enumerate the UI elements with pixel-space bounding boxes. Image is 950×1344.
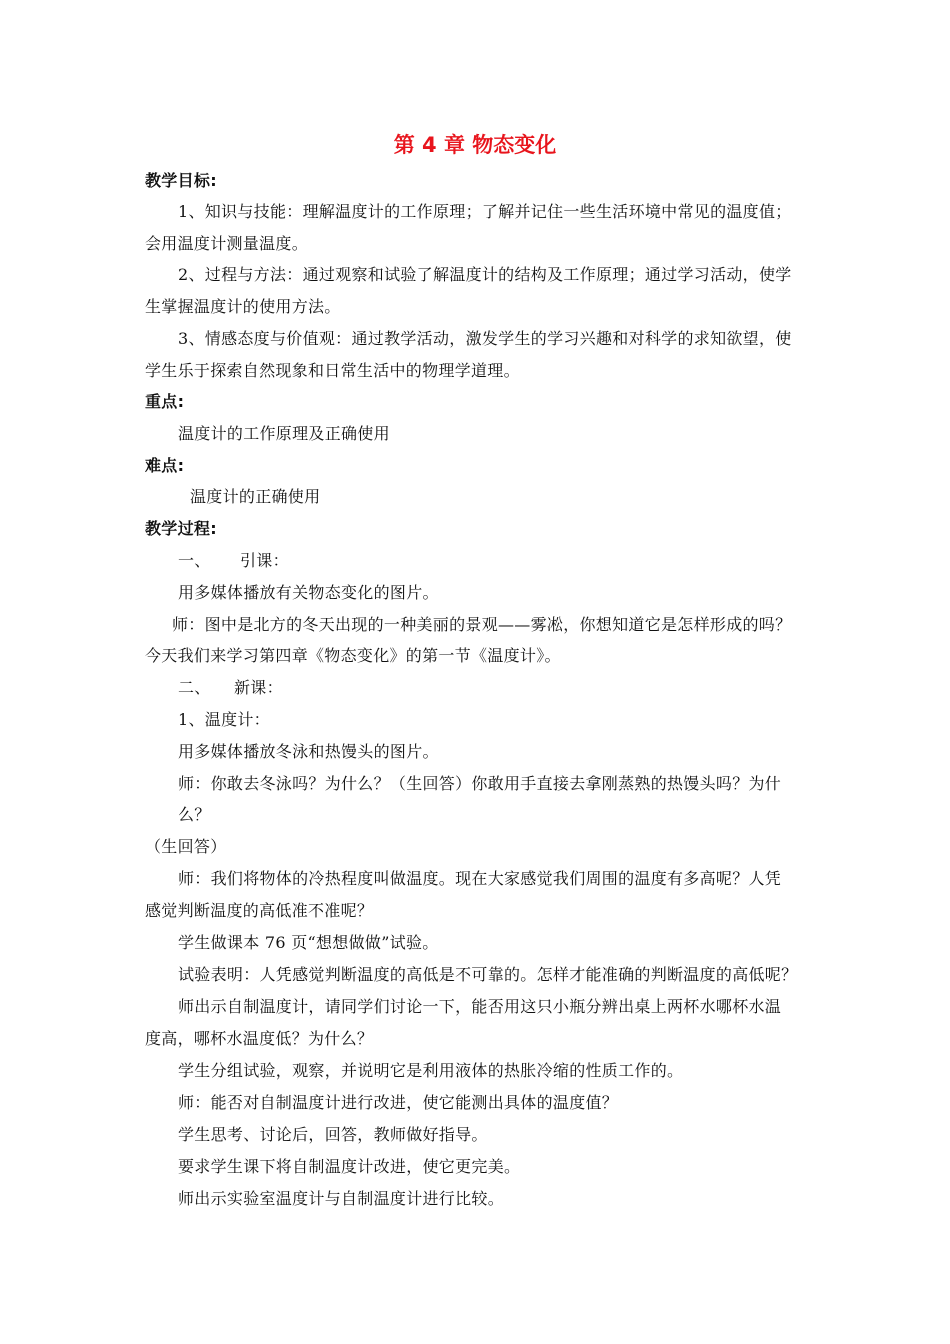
heading-teaching-process: 教学过程: [145,519,217,538]
section-2-heading [178,677,283,699]
paragraph-7-line-1: 师：我们将物体的冷热程度叫做温度。现在大家感觉我们周围的温度有多高呢？人凭 [178,869,782,888]
paragraph-9: 试验表明：人凭感觉判断温度的高低是不可靠的。怎样才能准确的判断温度的高低呢？ [178,965,798,984]
paragraph-8: 学生做课本 76 页“想想做做”试验。 [178,933,439,952]
goal-2-line-1: 2、过程与方法：通过观察和试验了解温度计的结构及工作原理；通过学习活动，使学 [178,265,792,284]
heading-difficult-point: 难点: [145,456,185,475]
paragraph-13: 学生思考、讨论后，回答，教师做好指导。 [178,1125,488,1144]
heading-teaching-goals: 教学目标: [145,171,217,190]
paragraph-5-line-1: 师：你敢去冬泳吗？为什么？（生回答）你敢用手直接去拿刚蒸熟的热馒头吗？为什 [178,774,782,793]
heading-key-point: 重点: [145,392,185,411]
paragraph-6: （生回答） [145,837,227,856]
paragraph-2-line-1: 师：图中是北方的冬天出现的一种美丽的景观——雾凇，你想知道它是怎样形成的吗？ [172,615,792,634]
key-point-text: 温度计的工作原理及正确使用 [178,424,390,443]
goal-1-line-1: 1、知识与技能：理解温度计的工作原理；了解并记住一些生活环境中常见的温度值； [178,202,792,221]
section-2-title: 新课： [234,678,283,697]
section-1-heading [178,550,289,572]
section-1-title: 引课： [240,551,289,570]
paragraph-2-line-2: 今天我们来学习第四章《物态变化》的第一节《温度计》。 [145,646,561,665]
goal-2-line-2: 生掌握温度计的使用方法。 [145,297,341,316]
paragraph-5-line-2: 么？ [178,805,211,824]
difficult-point-text: 温度计的正确使用 [190,487,321,506]
paragraph-4: 用多媒体播放冬泳和热馒头的图片。 [178,742,439,761]
goal-1-line-2: 会用温度计测量温度。 [145,234,309,253]
paragraph-15: 师出示实验室温度计与自制温度计进行比较。 [178,1189,505,1208]
section-1-number: 一、 [178,551,211,570]
paragraph-10-line-1: 师出示自制温度计，请同学们讨论一下，能否用这只小瓶分辨出桌上两杯水哪杯水温 [178,997,782,1016]
paragraph-7-line-2: 感觉判断温度的高低准不准呢？ [145,901,374,920]
paragraph-12: 师：能否对自制温度计进行改进，使它能测出具体的温度值？ [178,1093,619,1112]
paragraph-3: 1、温度计： [178,710,270,729]
section-2-number: 二、 [178,678,211,697]
paragraph-1: 用多媒体播放有关物态变化的图片。 [178,583,439,602]
paragraph-14: 要求学生课下将自制温度计改进，使它更完美。 [178,1157,521,1176]
chapter-title: 第 4 章 物态变化 [393,133,557,157]
paragraph-10-line-2: 度高，哪杯水温度低？为什么？ [145,1029,374,1048]
paragraph-11: 学生分组试验，观察，并说明它是利用液体的热胀冷缩的性质工作的。 [178,1061,684,1080]
goal-3-line-2: 学生乐于探索自然现象和日常生活中的物理学道理。 [145,361,520,380]
goal-3-line-1: 3、情感态度与价值观：通过教学活动，激发学生的学习兴趣和对科学的求知欲望，使 [178,329,792,348]
